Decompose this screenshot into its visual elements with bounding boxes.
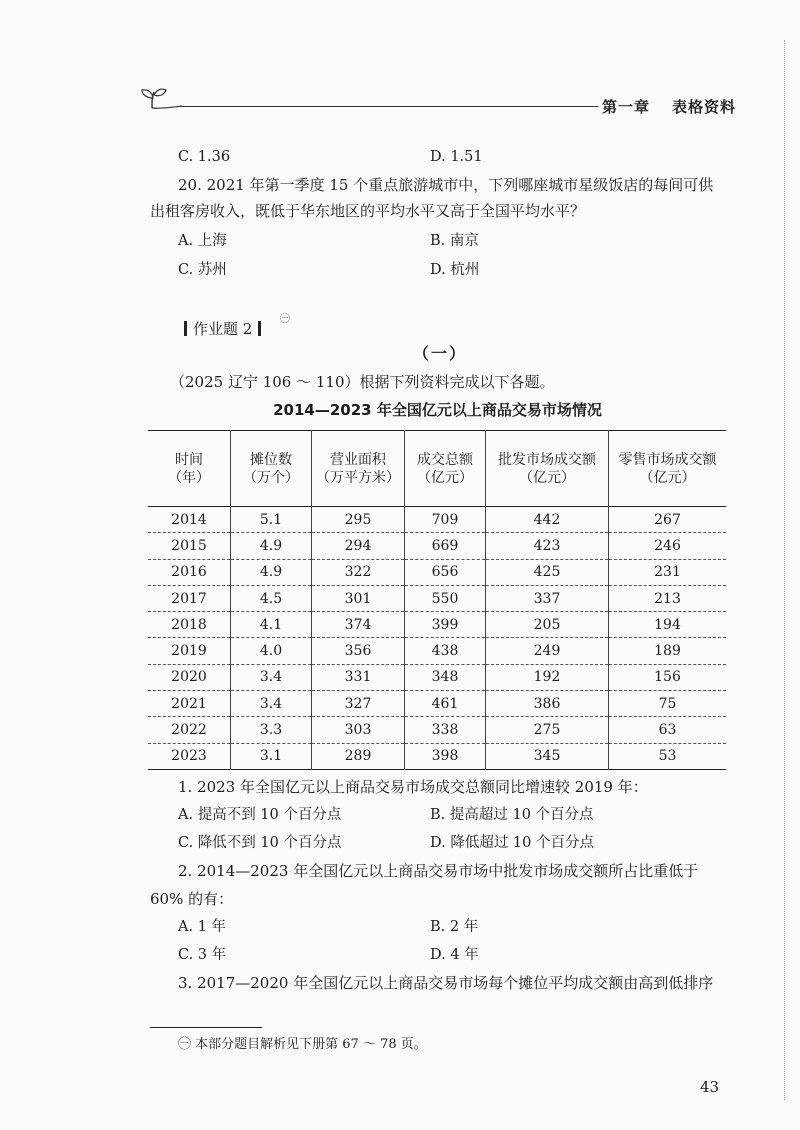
q1-option-d: D. 降低超过 10 个百分点	[430, 835, 594, 851]
cell-area: 295	[312, 507, 405, 533]
cell-year: 2015	[148, 533, 231, 559]
header-stalls: 摊位数 （万个）	[231, 431, 312, 507]
cell-wholesale: 423	[486, 533, 609, 559]
cell-area: 331	[312, 664, 405, 690]
cell-total: 669	[405, 533, 486, 559]
table-row	[148, 717, 726, 743]
section-title	[178, 318, 267, 339]
table-row	[148, 585, 726, 611]
cell-wholesale: 386	[486, 691, 609, 717]
sprout-icon	[140, 86, 182, 110]
cell-retail: 194	[609, 612, 727, 638]
cell-stalls: 3.4	[231, 664, 312, 690]
cell-stalls: 3.1	[231, 743, 312, 769]
cell-stalls: 5.1	[231, 507, 312, 533]
cell-year: 2017	[148, 585, 231, 611]
cell-area: 356	[312, 638, 405, 664]
table-header-row	[148, 431, 726, 507]
header-wholesale: 批发市场成交额 （亿元）	[486, 431, 609, 507]
cell-retail: 63	[609, 717, 727, 743]
table-row	[148, 559, 726, 585]
cell-retail: 246	[609, 533, 727, 559]
section-bar-right	[258, 321, 261, 336]
q2-option-c: C. 3 年	[178, 947, 227, 963]
header-area: 营业面积 （万平方米）	[312, 431, 405, 507]
table-title: 2014—2023 年全国亿元以上商品交易市场情况	[273, 401, 602, 419]
q1-stem: 1. 2023 年全国亿元以上商品交易市场成交总额同比增速较 2019 年：	[178, 778, 648, 796]
header-retail: 零售市场成交额 （亿元）	[609, 431, 727, 507]
header-rule	[178, 106, 598, 107]
cell-retail: 231	[609, 559, 727, 585]
table-row	[148, 612, 726, 638]
cell-retail: 156	[609, 664, 727, 690]
q20-option-b: B. 南京	[430, 233, 479, 249]
cell-total: 550	[405, 585, 486, 611]
cell-wholesale: 275	[486, 717, 609, 743]
cell-retail: 189	[609, 638, 727, 664]
cell-retail: 267	[609, 507, 727, 533]
cell-stalls: 4.5	[231, 585, 312, 611]
q2-option-a: A. 1 年	[178, 919, 227, 935]
cell-area: 289	[312, 743, 405, 769]
q1-option-b: B. 提高超过 10 个百分点	[430, 807, 594, 823]
cell-wholesale: 337	[486, 585, 609, 611]
cell-year: 2023	[171, 748, 207, 765]
cell-total: 709	[405, 507, 486, 533]
q20-option-d: D. 杭州	[430, 262, 480, 278]
table-row	[148, 638, 726, 664]
q2-stem-line2: 60% 的有：	[150, 890, 234, 908]
cell-retail: 75	[609, 691, 727, 717]
chapter-name: 表格资料	[672, 98, 737, 116]
cell-retail: 213	[609, 585, 727, 611]
intro-text: （2025 辽宁 106 ～ 110）根据下列资料完成以下各题。	[170, 373, 555, 391]
section-title-text: 作业题 2	[193, 320, 253, 338]
q20-stem-line2: 出租客房收入，既低于华东地区的平均水平又高于全国平均水平？	[150, 202, 586, 220]
cell-year: 2014	[148, 507, 231, 533]
prev-option-d: D. 1.51	[430, 149, 483, 165]
q20-stem-line1: 20. 2021 年第一季度 15 个重点旅游城市中，下列哪座城市星级饭店的每间可供	[178, 176, 714, 194]
cell-total: 338	[405, 717, 486, 743]
table-row	[148, 507, 726, 533]
cell-stalls: 4.9	[231, 533, 312, 559]
q2-stem-line1: 2. 2014—2023 年全国亿元以上商品交易市场中批发市场成交额所占比重低于	[178, 862, 699, 880]
cell-stalls: 3.4	[231, 691, 312, 717]
cell-area: 303	[312, 717, 405, 743]
q2-option-b: B. 2 年	[430, 919, 479, 935]
q2-option-d: D. 4 年	[430, 947, 479, 963]
cell-wholesale: 205	[486, 612, 609, 638]
table-row	[148, 743, 726, 769]
cell-year: 2016	[148, 559, 231, 585]
header-year: 时间 （年）	[148, 431, 231, 507]
page-number: 43	[700, 1078, 720, 1096]
cell-wholesale: 442	[486, 507, 609, 533]
cell-total: 398	[405, 743, 486, 769]
chapter-number: 第一章	[602, 98, 651, 116]
footnote: ㊀ 本部分题目解析见下册第 67 ～ 78 页。	[178, 1037, 427, 1052]
cell-area: 374	[312, 612, 405, 638]
header-total: 成交总额 （亿元）	[405, 431, 486, 507]
table-row	[148, 691, 726, 717]
cell-year: 2020	[148, 664, 231, 690]
cell-year: 2019	[148, 638, 231, 664]
prev-option-c: C. 1.36	[178, 149, 231, 165]
cell-total: 438	[405, 638, 486, 664]
section-bar-left	[184, 321, 187, 336]
page-edge	[784, 40, 786, 1100]
cell-stalls: 3.3	[231, 717, 312, 743]
cell-wholesale: 425	[486, 559, 609, 585]
cell-total: 656	[405, 559, 486, 585]
q1-option-a: A. 提高不到 10 个百分点	[178, 807, 342, 823]
footnote-rule	[150, 1027, 262, 1028]
cell-total: 348	[405, 664, 486, 690]
footnote-marker: ㊀	[280, 314, 290, 325]
cell-wholesale: 249	[486, 638, 609, 664]
cell-total: 461	[405, 691, 486, 717]
cell-wholesale: 192	[486, 664, 609, 690]
cell-total: 399	[405, 612, 486, 638]
cell-stalls: 4.1	[231, 612, 312, 638]
cell-area: 327	[312, 691, 405, 717]
cell-year: 2021	[148, 691, 231, 717]
data-table	[148, 430, 726, 770]
chapter-heading	[602, 96, 736, 117]
cell-stalls: 4.9	[231, 559, 312, 585]
q20-option-c: C. 苏州	[178, 262, 227, 278]
cell-area: 322	[312, 559, 405, 585]
q20-option-a: A. 上海	[178, 233, 227, 249]
cell-year: 2018	[148, 612, 231, 638]
part-heading: （一）	[412, 344, 467, 363]
cell-area: 294	[312, 533, 405, 559]
table-row	[148, 533, 726, 559]
q1-option-c: C. 降低不到 10 个百分点	[178, 835, 342, 851]
cell-retail: 53	[609, 743, 727, 769]
cell-year: 2022	[148, 717, 231, 743]
cell-wholesale: 345	[486, 743, 609, 769]
cell-area: 301	[312, 585, 405, 611]
table-row	[148, 664, 726, 690]
cell-stalls: 4.0	[231, 638, 312, 664]
q3-stem: 3. 2017—2020 年全国亿元以上商品交易市场每个摊位平均成交额由高到低排序	[178, 974, 714, 992]
